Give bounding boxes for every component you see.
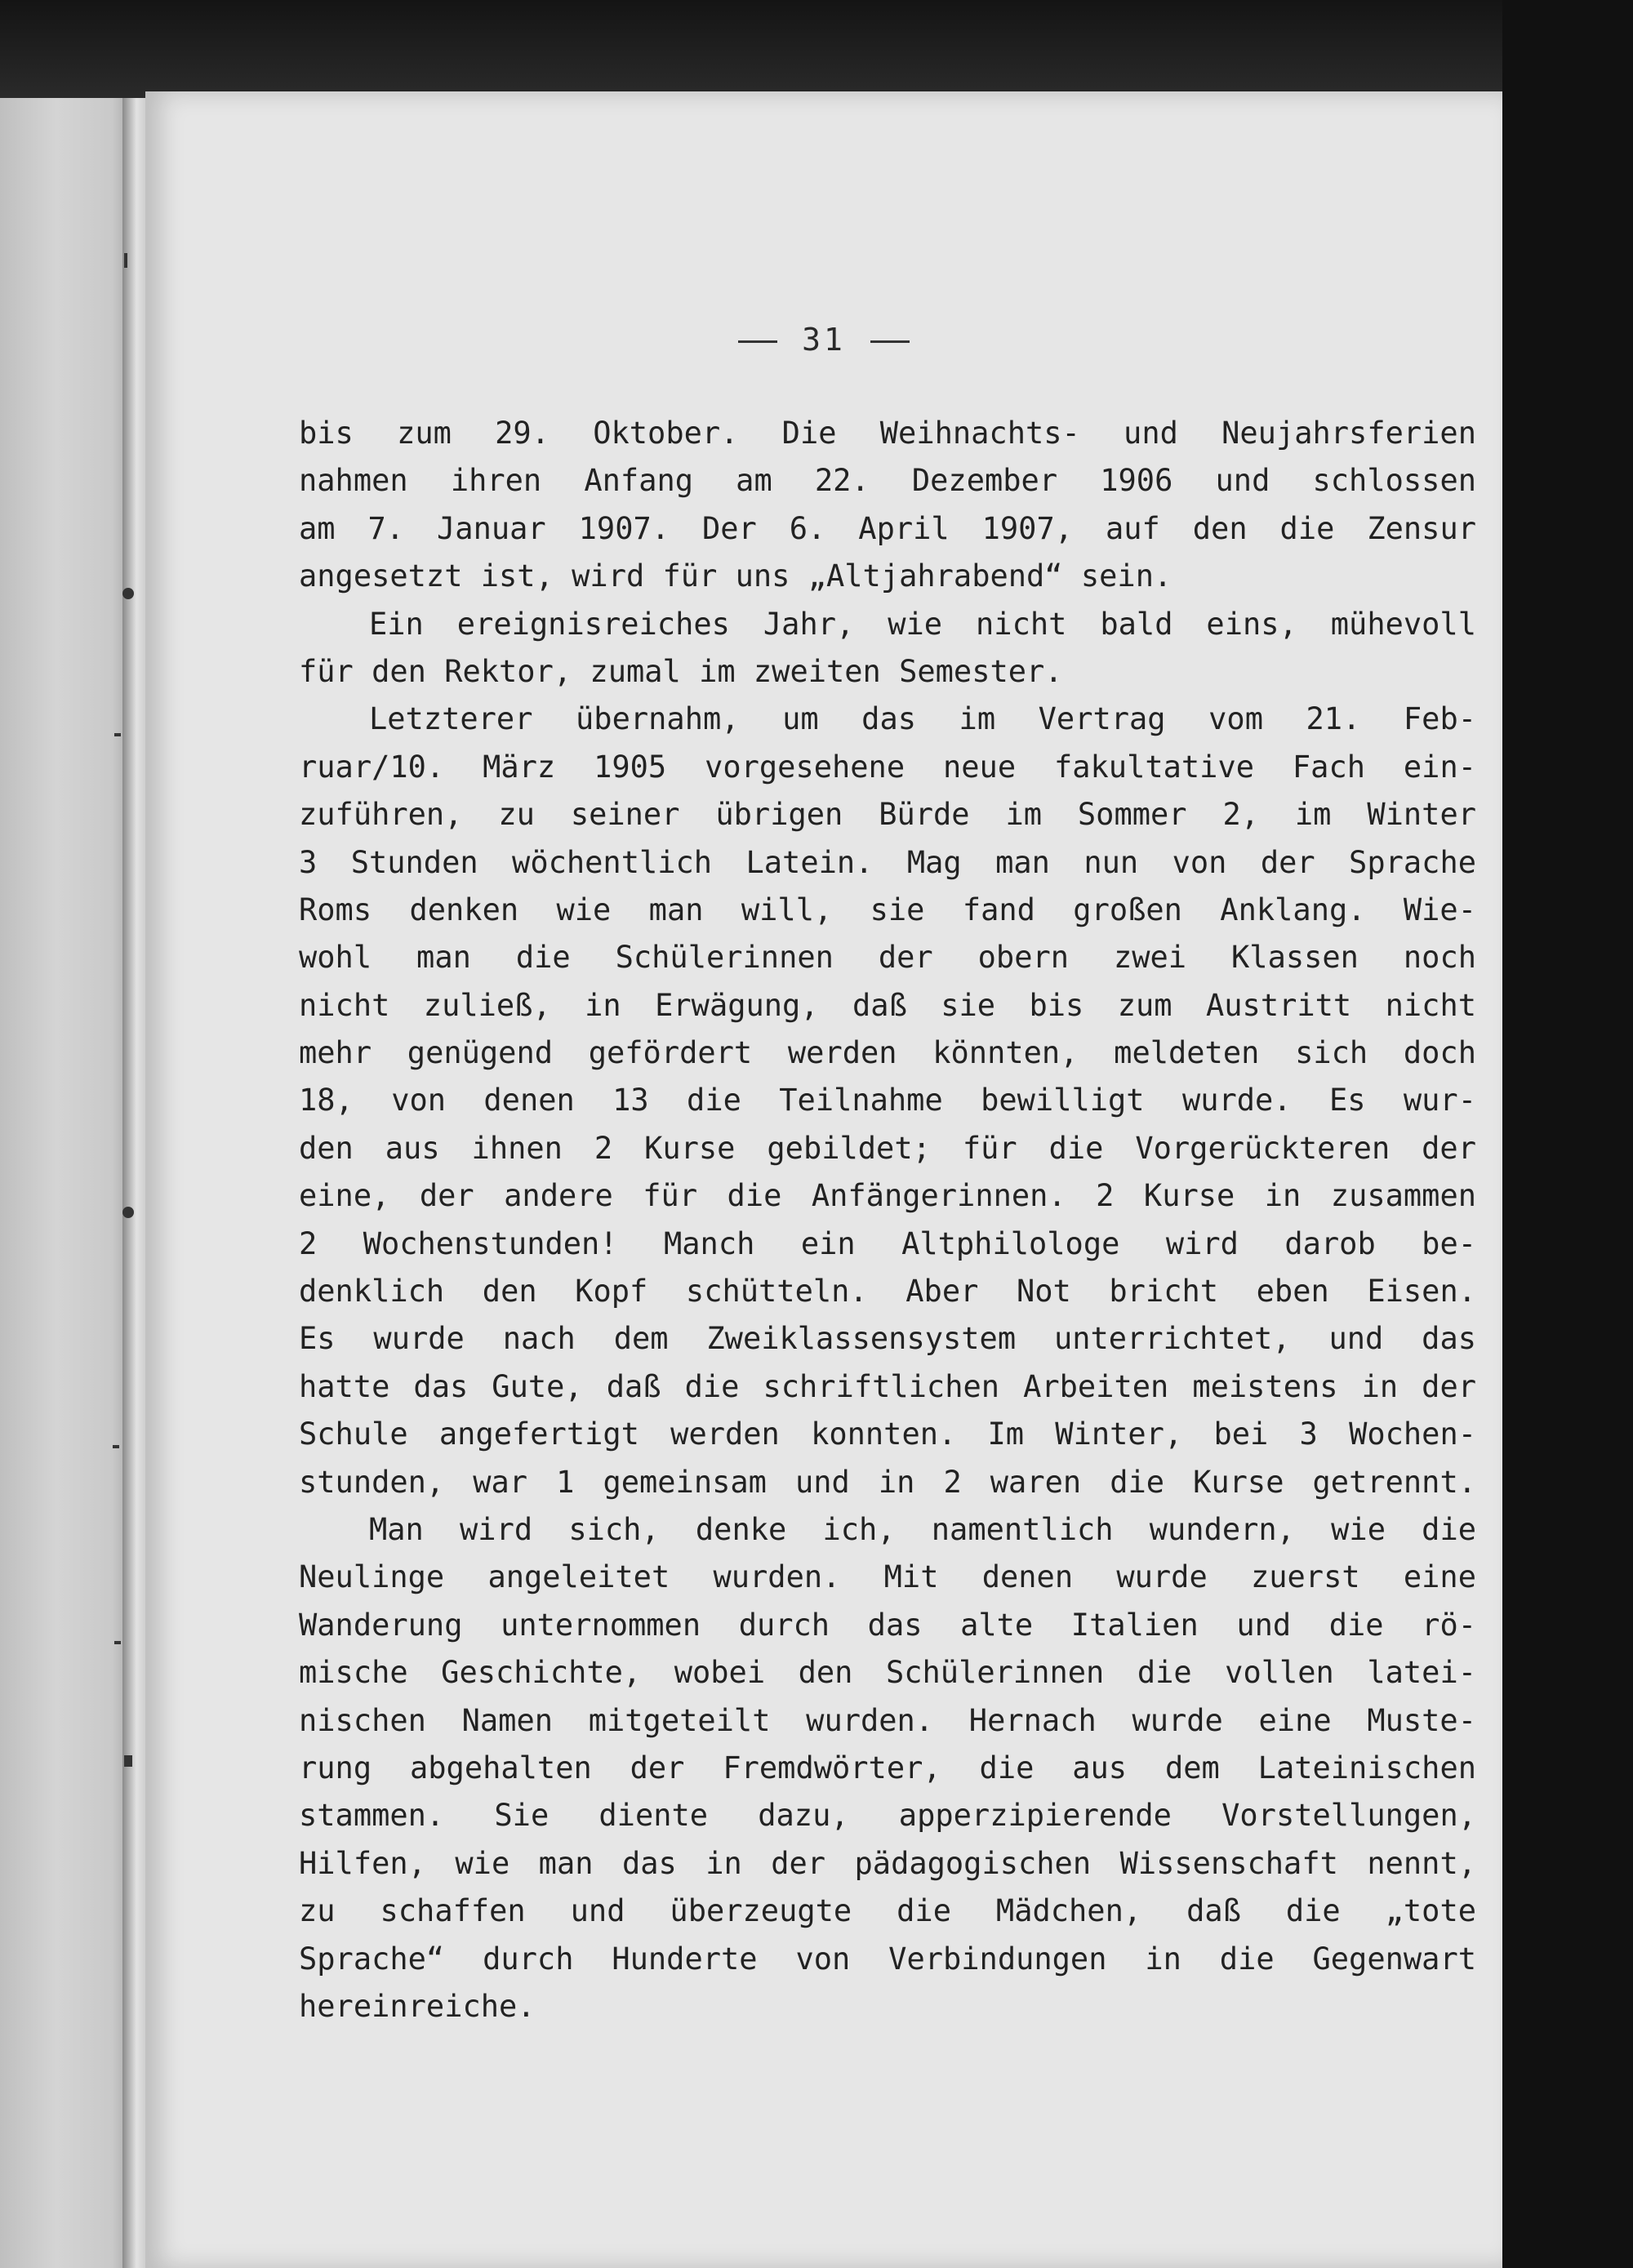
text-line: Ein ereignisreiches Jahr, wie nicht bald eins, mühevoll [369,606,1476,642]
text-line: Roms denken wie man will, sie fand großen Anklang. Wie- [299,892,1476,927]
text-line: für den Rektor, zumal im zweiten Semester. [299,653,1063,689]
text-line: zu schaffen und überzeugte die Mädchen, daß die „tote [299,1893,1476,1929]
text-line: ruar/10. März 1905 vorgesehene neue fakultative Fach ein- [299,749,1476,785]
right-dash [870,340,910,343]
text-line: bis zum 29. Oktober. Die Weihnachts- und Neujahrsferien [299,416,1476,451]
facing-page-edge [0,98,140,2268]
page-number: 31 [802,322,846,358]
text-line: am 7. Januar 1907. Der 6. April 1907, auf den die Zensur [299,510,1476,546]
text-line: wohl man die Schülerinnen der obern zwei Klassen noch [299,940,1476,976]
text-line: stammen. Sie diente dazu, apperzipierende Vorstellungen, [299,1798,1476,1834]
text-line: Sprache“ durch Hunderte von Verbindungen in die Gegenwart [299,1941,1476,1977]
text-line: hatte das Gute, daß die schriftlichen Arbeiten meistens in der [299,1368,1476,1404]
text-line: hereinreiche. [299,1988,536,2024]
text-line: denklich den Kopf schütteln. Aber Not bricht eben Eisen. [299,1274,1476,1310]
text-line: Man wird sich, denke ich, namentlich wundern, wie die [369,1511,1476,1547]
scan-background-right [1502,0,1633,2268]
text-line: Neulinge angeleitet wurden. Mit denen wurde zuerst eine [299,1559,1476,1595]
text-line: 2 Wochenstunden! Manch ein Altphilologe wird darob be- [299,1225,1476,1261]
text-line: mehr genügend gefördert werden könnten, meldeten sich doch [299,1035,1476,1071]
text-line: nischen Namen mitgeteilt wurden. Hernach wurde eine Muste- [299,1702,1476,1738]
text-line: zuführen, zu seiner übrigen Bürde im Sommer 2, im Winter [299,797,1476,833]
text-line: Es wurde nach dem Zweiklassensystem unterrichtet, und das [299,1321,1476,1357]
page-body-text [299,410,1476,2030]
text-line: nicht zuließ, in Erwägung, daß sie bis zum Austritt nicht [299,987,1476,1023]
book-page [145,91,1502,2268]
page-number-header [145,322,1502,358]
text-line: den aus ihnen 2 Kurse gebildet; für die Vorgerückteren der [299,1130,1476,1166]
left-dash [738,340,777,343]
text-line: eine, der andere für die Anfängerinnen. 2 Kurse in zusammen [299,1178,1476,1214]
text-line: mische Geschichte, wobei den Schülerinnen die vollen latei- [299,1655,1476,1691]
text-line: Wanderung unternommen durch das alte Italien und die rö- [299,1607,1476,1643]
text-line: Hilfen, wie man das in der pädagogischen Wissenschaft nennt, [299,1845,1476,1881]
text-line: nahmen ihren Anfang am 22. Dezember 1906 und schlossen [299,463,1476,499]
text-line: stunden, war 1 gemeinsam und in 2 waren die Kurse getrennt. [299,1464,1476,1500]
text-line: 18, von denen 13 die Teilnahme bewilligt wurde. Es wur- [299,1083,1476,1118]
text-line: Schule angefertigt werden konnten. Im Winter, bei 3 Wochen- [299,1416,1476,1452]
text-line: Letzterer übernahm, um das im Vertrag vom 21. Feb- [369,701,1476,737]
text-line: rung abgehalten der Fremdwörter, die aus dem Lateinischen [299,1750,1476,1785]
text-line: 3 Stunden wöchentlich Latein. Mag man nun von der Sprache [299,844,1476,880]
text-line: angesetzt ist, wird für uns „Altjahrabend“ sein. [299,558,1172,594]
scan-background-top [0,0,1633,98]
